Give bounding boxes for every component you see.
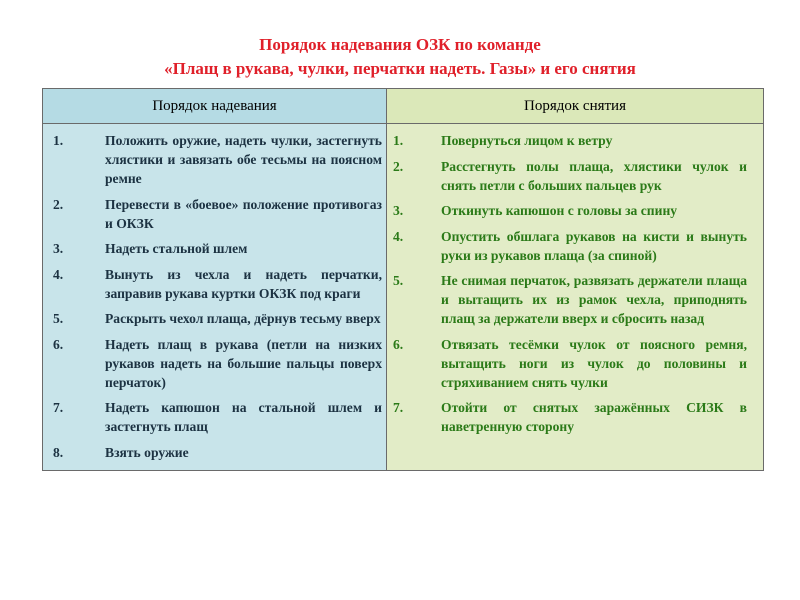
donning-step-text: Надеть плащ в рукава (петли на низких рукавов надеть на большие пальцы поверх перчаток) [105, 336, 382, 390]
doffing-step-text: Отойти от снятых заражённых СИЗК в наветренную сторону [441, 400, 747, 434]
doffing-step-text: Отвязать тесёмки чулок от поясного ремня, вытащить ноги из чулок до половины и стряхиванием снять чулки [441, 336, 747, 390]
doffing-step [387, 227, 763, 265]
donning-step-number: 8. [53, 444, 64, 460]
donning-step [43, 131, 386, 188]
donning-step-text: Положить оружие, надеть чулки, застегнуть хлястики и завязать обе тесьмы на поясном ремне [105, 133, 382, 186]
donning-step [43, 309, 386, 328]
doffing-step-number: 7. [393, 400, 404, 415]
donning-step-number: 6. [53, 336, 64, 352]
doffing-step [387, 271, 763, 328]
doffing-step-text: Не снимая перчаток, развязать держатели плаща и вытащить их из рамок чехла, приподнять плащ за держатели вверх и сбросить назад [441, 273, 747, 326]
donning-step-text: Раскрыть чехол плаща, дёрнув тесьму вверх [105, 311, 381, 326]
donning-step [43, 335, 386, 392]
header-donning: Порядок надевания [43, 89, 387, 124]
donning-step [43, 443, 386, 462]
donning-step-text: Надеть стальной шлем [105, 241, 248, 256]
donning-step-number: 7. [53, 400, 64, 415]
doffing-step-number: 1. [393, 133, 404, 148]
doffing-step-number: 5. [393, 273, 404, 288]
donning-step [43, 398, 386, 436]
donning-step-text: Надеть капюшон на стальной шлем и застегнуть плащ [105, 400, 382, 434]
donning-step [43, 195, 386, 233]
header-doffing: Порядок снятия [387, 89, 764, 124]
procedure-table [42, 88, 764, 471]
doffing-step-number: 3. [393, 203, 404, 218]
doffing-step [387, 201, 763, 220]
donning-step-number: 5. [53, 311, 64, 326]
donning-step-number: 2. [53, 196, 64, 212]
doffing-cell [387, 124, 764, 471]
doffing-step-text: Откинуть капюшон с головы за спину [441, 203, 678, 218]
donning-steps-list [43, 131, 386, 462]
donning-step-text: Перевести в «боевое» положение противогаз и ОКЗК [105, 196, 382, 231]
donning-step-text: Вынуть из чехла и надеть перчатки, заправив рукава куртки ОКЗК под краги [105, 266, 382, 301]
donning-step-number: 1. [53, 133, 64, 148]
donning-cell [43, 124, 387, 471]
donning-step-text: Взять оружие [105, 444, 189, 460]
title-line-2: «Плащ в рукава, чулки, перчатки надеть. Газы» и его снятия [164, 59, 636, 78]
title-line-1: Порядок надевания ОЗК по команде [259, 35, 541, 54]
doffing-step [387, 157, 763, 195]
doffing-step-number: 2. [393, 158, 404, 174]
doffing-step-number: 4. [393, 228, 404, 244]
doffing-step-text: Расстегнуть полы плаща, хлястики чулок и снять петли с больших пальцев рук [441, 158, 747, 193]
doffing-steps-list [387, 131, 763, 436]
donning-step-number: 3. [53, 241, 64, 256]
donning-step [43, 265, 386, 303]
donning-step [43, 239, 386, 258]
doffing-step [387, 398, 763, 436]
donning-step-number: 4. [53, 266, 64, 282]
doffing-step-number: 6. [393, 336, 404, 352]
doffing-step [387, 131, 763, 150]
header-row [43, 89, 764, 124]
doffing-step-text: Повернуться лицом к ветру [441, 133, 613, 148]
doffing-step-text: Опустить обшлага рукавов на кисти и вынуть руки из рукавов плаща (за спиной) [441, 228, 747, 263]
body-row [43, 124, 764, 471]
doffing-step [387, 335, 763, 392]
page-title [0, 33, 800, 81]
